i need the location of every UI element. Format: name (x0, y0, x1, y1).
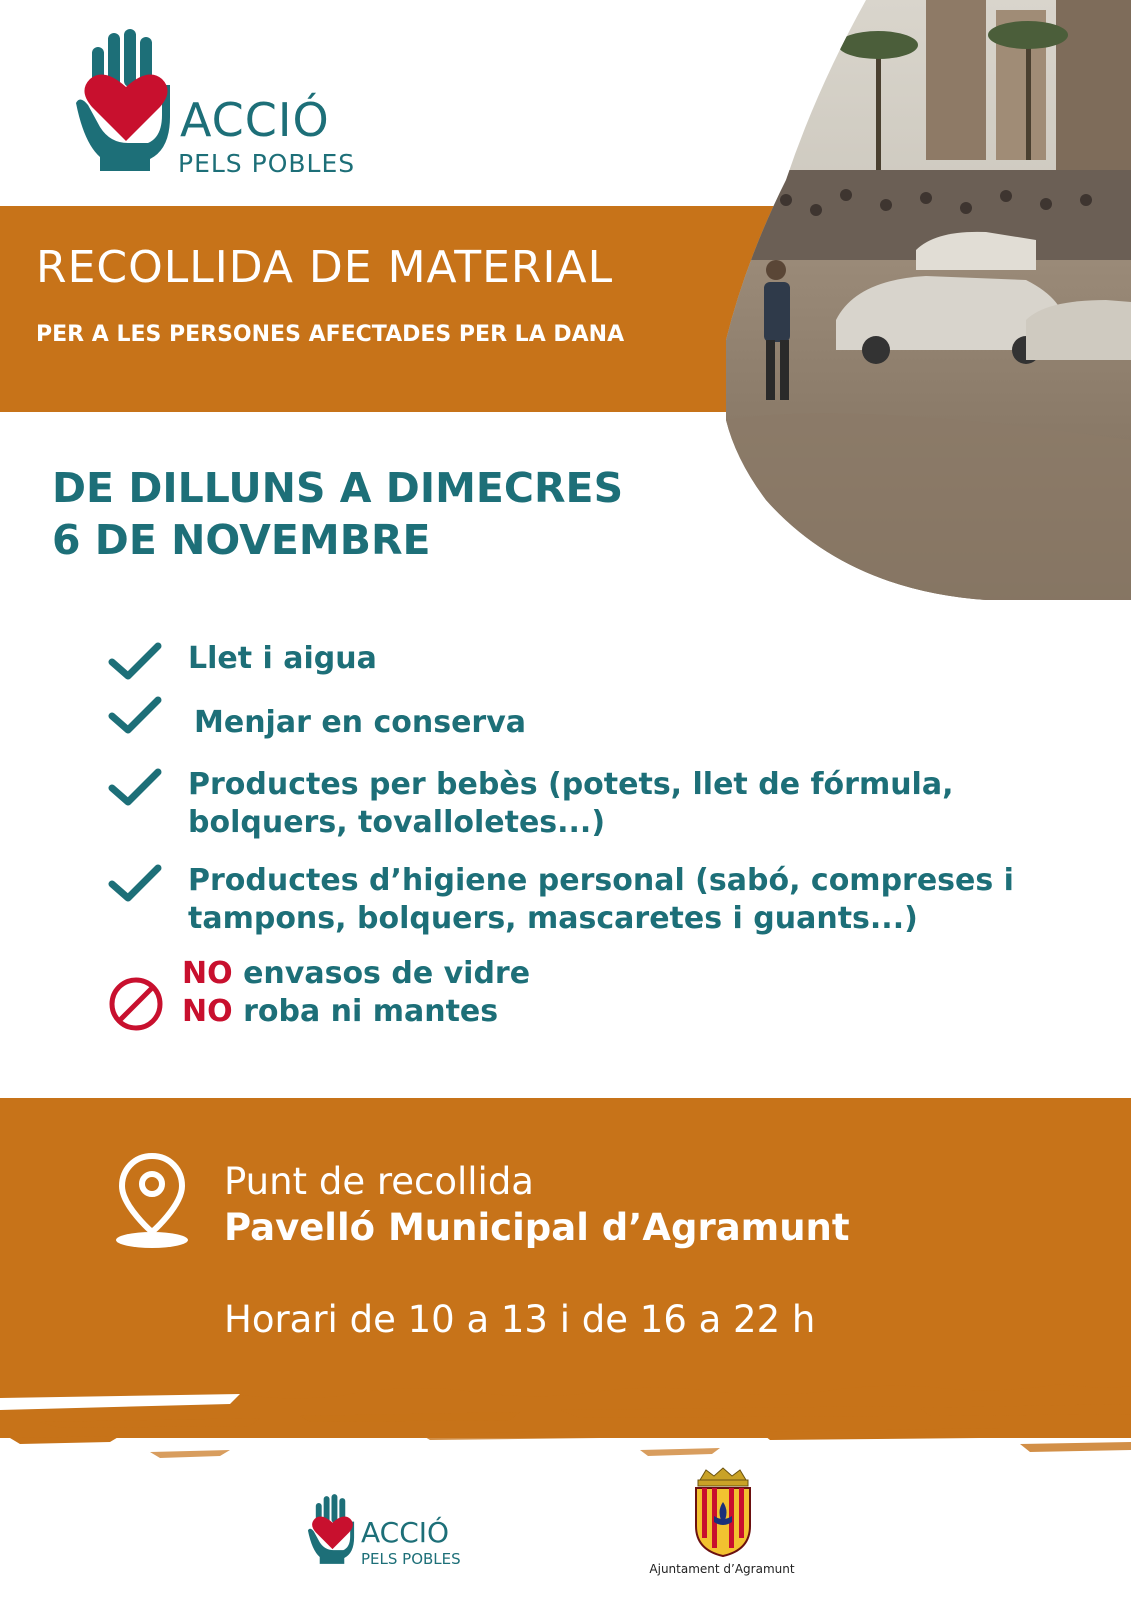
exclusion-text: roba ni mantes (243, 994, 499, 1029)
item-text-line-2: tampons, bolquers, mascaretes i guants...) (188, 901, 918, 936)
list-item (108, 862, 1118, 938)
footer-brand-name: ACCIÓ (361, 1516, 450, 1549)
brand-name: ACCIÓ (180, 93, 330, 147)
flood-photo (726, 0, 1131, 600)
exclusion-line-2 (182, 994, 498, 1029)
list-item (108, 766, 1118, 842)
opening-hours: Horari de 10 a 13 i de 16 a 22 h (224, 1298, 816, 1341)
check-icon (108, 766, 162, 806)
item-text-line-2: bolquers, tovalloletes...) (188, 805, 606, 840)
dates-heading (52, 462, 623, 566)
check-icon (108, 694, 162, 734)
collection-point-label: Punt de recollida (224, 1160, 534, 1203)
council-label: Ajuntament d’Agramunt (649, 1562, 795, 1576)
page-subtitle: PER A LES PERSONES AFECTADES PER LA DANA (36, 322, 625, 347)
no-entry-icon (108, 976, 164, 1032)
item-text: Menjar en conserva (194, 705, 527, 740)
header-band (0, 206, 790, 412)
dates-line-1: DE DILLUNS A DIMECRES (52, 464, 624, 512)
collection-point-place: Pavelló Municipal d’Agramunt (224, 1206, 850, 1249)
list-item (108, 640, 1118, 678)
top-logo (70, 25, 400, 185)
list-item (108, 704, 1118, 742)
footer-logo (305, 1486, 485, 1572)
check-icon (108, 640, 162, 680)
page-title: RECOLLIDA DE MATERIAL (36, 242, 614, 293)
check-icon (108, 862, 162, 902)
no-word: NO (182, 994, 233, 1029)
brand-subtitle: PELS POBLES (178, 149, 356, 178)
municipal-crest-icon (690, 1466, 756, 1558)
no-word: NO (182, 956, 233, 991)
brush-edge (0, 1380, 1131, 1500)
hand-heart-logo-icon (70, 25, 180, 175)
hand-heart-logo-icon (305, 1486, 359, 1572)
dates-line-2: 6 DE NOVEMBRE (52, 516, 431, 564)
location-pin-icon (112, 1150, 192, 1250)
item-text-line-1: Productes per bebès (potets, llet de fórmula, (188, 767, 954, 802)
exclusion-text: envasos de vidre (243, 956, 531, 991)
items-list (108, 640, 1118, 962)
footer-brand-subtitle: PELS POBLES (361, 1550, 461, 1568)
exclusion-line-1 (182, 956, 530, 991)
item-text: Llet i aigua (188, 641, 377, 676)
item-text-line-1: Productes d’higiene personal (sabó, compreses i (188, 863, 1014, 898)
